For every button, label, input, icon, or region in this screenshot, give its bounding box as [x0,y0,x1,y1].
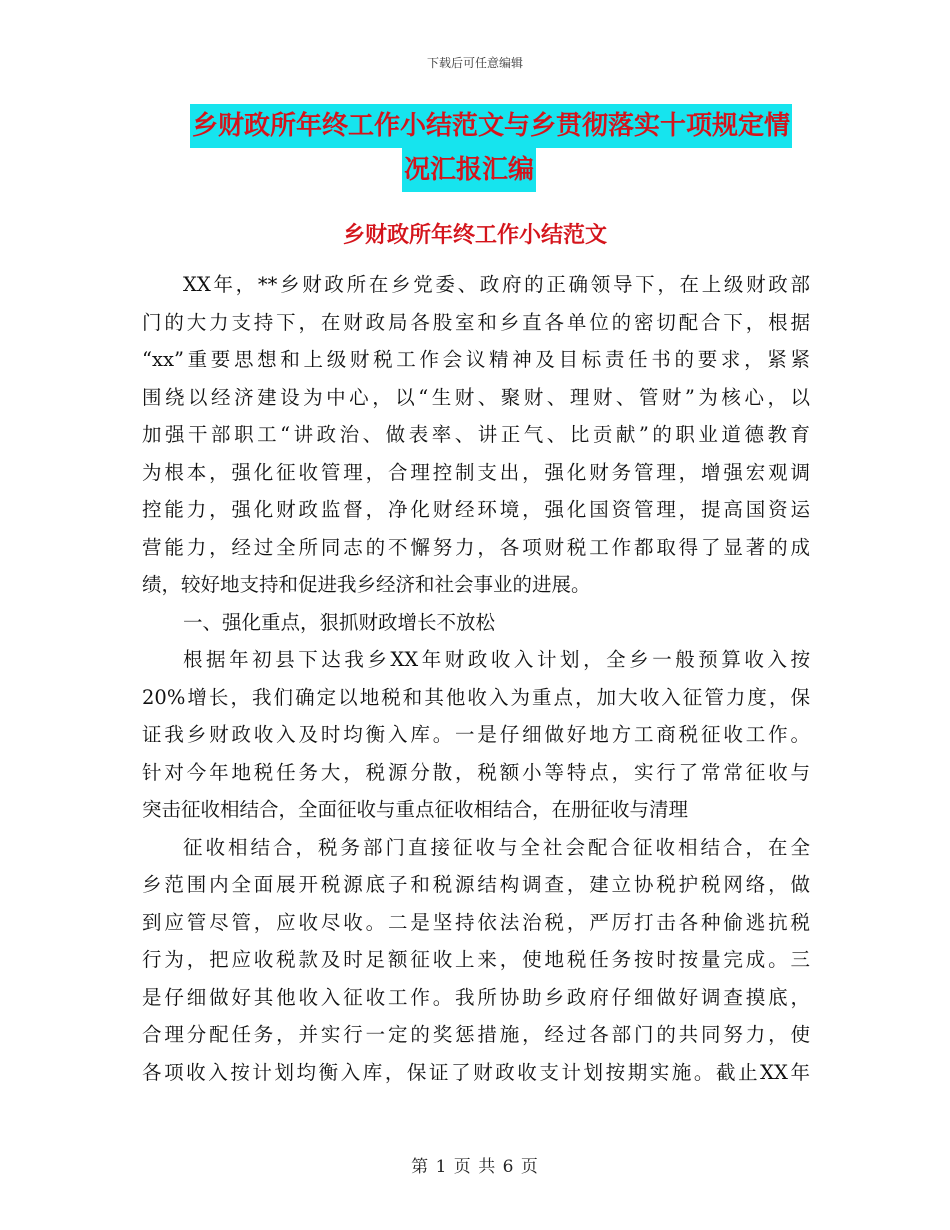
paragraph-line: 针对今年地税任务大，税源分散，税额小等特点，实行了常常征收与 [142,760,810,784]
paragraph-line: 20%增长，我们确定以地税和其他收入为重点，加大收入征管力度，保 [142,685,810,709]
paragraph-line: 绩，较好地支持和促进我乡经济和社会事业的进展。 [142,573,591,596]
section-heading: 一、强化重点，狠抓财政增长不放松 [183,610,496,634]
paragraph-line: 根据年初县下达我乡XX年财政收入计划，全乡一般预算收入按 [183,648,810,671]
header-note: 下载后可任意编辑 [426,56,523,70]
paragraph-line: 营能力，经过全所同志的不懈努力，各项财税工作都取得了显著的成 [142,535,810,559]
paragraph-line: “xx”重要思想和上级财税工作会议精神及目标责任书的要求，紧紧 [142,348,810,371]
paragraph-line: 到应管尽管，应收尽收。二是坚持依法治税，严厉打击各种偷逃抗税 [142,910,810,934]
paragraph-line: 为根本，强化征收管理，合理控制支出，强化财务管理，增强宏观调 [142,460,810,484]
paragraph-line: 证我乡财政收入及时均衡入库。一是仔细做好地方工商税征收工作。 [142,723,810,746]
page-number-footer: 第 1 页 共 6 页 [411,1157,539,1177]
paragraph-line: 各项收入按计划均衡入库，保证了财政收支计划按期实施。截止XX年 [142,1060,810,1084]
paragraph-line: 门的大力支持下，在财政局各股室和乡直各单位的密切配合下，根据 [142,310,810,334]
paragraph-line: XX年，**乡财政所在乡党委、政府的正确领导下，在上级财政部 [183,273,810,296]
paragraph-line: 行为，把应收税款及时足额征收上来，使地税任务按时按量完成。三 [142,948,810,971]
body-text [142,266,810,1091]
paragraph-line: 乡范围内全面展开税源底子和税源结构调查，建立协税护税网络，做 [142,873,810,896]
paragraph-line: 控能力，强化财政监督，净化财经环境，强化国资管理，提高国资运 [142,498,810,521]
paragraph-line: 加强干部职工“讲政治、做表率、讲正气、比贡献”的职业道德教育 [142,423,810,446]
paragraph-line: 征收相结合，税务部门直接征收与全社会配合征收相结合，在全 [183,835,810,859]
paragraph-line: 合理分配任务，并实行一定的奖惩措施，经过各部门的共同努力，使 [142,1023,810,1046]
section-title: 乡财政所年终工作小结范文 [342,223,607,248]
paragraph-line: 围绕以经济建设为中心，以“生财、聚财、理财、管财”为核心，以 [142,385,810,409]
paragraph-line: 是仔细做好其他收入征收工作。我所协助乡政府仔细做好调查摸底， [142,985,810,1009]
paragraph-line: 突击征收相结合，全面征收与重点征收相结合，在册征收与清理 [142,798,689,821]
document-title-line-1: 乡财政所年终工作小结范文与乡贯彻落实十项规定情 [190,104,792,148]
document-title-line-2: 况汇报汇编 [402,148,536,192]
